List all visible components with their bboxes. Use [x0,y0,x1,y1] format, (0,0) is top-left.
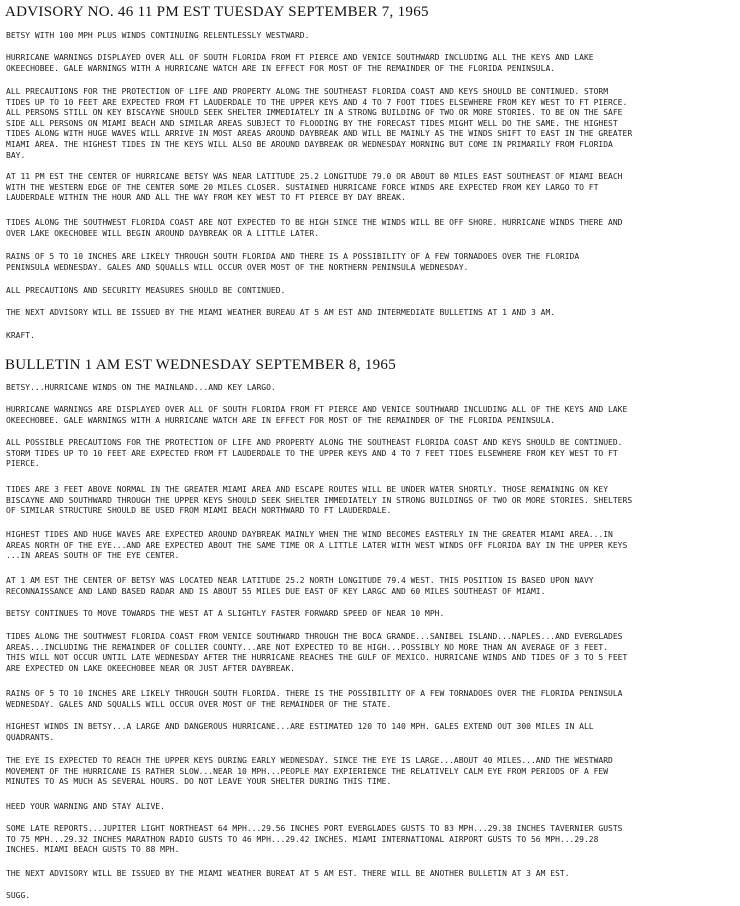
text-line: BISCAYNE AND SOUTHWARD THROUGH THE UPPER KEYS SHOULD SEEK SHELTER IMMEDIATELY IN STRONG BUILDINGS OF TWO OR MORE STORIES. SHELTERS [6,495,633,505]
text-line: TIDES ARE 3 FEET ABOVE NORMAL IN THE GREATER MIAMI AREA AND ESCAPE ROUTES WILL BE UNDER WATER SHORTLY. THOSE REMAINING ON KEY [6,485,609,494]
text-line: SOME LATE REPORTS...JUPITER LIGHT NORTHEAST 64 MPH...29.56 INCHES PORT EVERGLADES GUSTS TO 83 MPH...29.38 INCHES TAVERNIER GUSTS [6,824,623,833]
bulletin-paragraph [6,438,738,470]
text-line: AT 11 PM EST THE CENTER OF HURRICANE BETSY WAS NEAR LATITUDE 25.2 LONGITUDE 79.0 OR ABOUT 80 MILES EAST SOUTHEAST OF MIAMI BEACH [6,172,623,181]
advisory-paragraph [6,31,738,42]
text-line: TIDES UP TO 10 FEET ARE EXPECTED FROM FT LAUDERDALE TO THE UPPER KEYS AND 4 TO 7 FOOT TIDES ELSEWHERE FROM KEY WEST TO FT PIERCE. [6,97,628,107]
text-line: QUADRANTS. [6,732,55,742]
text-line: THE EYE IS EXPECTED TO REACH THE UPPER KEYS DURING EARLY WEDNESDAY. SINCE THE EYE IS LARGE...ABOUT 40 MILES...AND THE WESTWARD [6,756,613,765]
advisory-paragraph [6,308,738,319]
text-line: ALL PRECAUTIONS AND SECURITY MEASURES SHOULD BE CONTINUED. [6,286,286,295]
text-line: THE NEXT ADVISORY WILL BE ISSUED BY THE MIAMI WEATHER BUREAU AT 5 AM EST AND INTERMEDIATE BULLETINS AT 1 AND 3 AM. [6,308,556,317]
text-line: HURRICANE WARNINGS ARE DISPLAYED OVER ALL OF SOUTH FLORIDA FROM FT PIERCE AND VENICE SOUTHWARD INCLUDING ALL OF THE KEYS AND LAKE [6,405,628,414]
text-line: WITH THE WESTERN EDGE OF THE CENTER SOME 20 MILES CLOSER. SUSTAINED HURRICANE FORCE WINDS ARE EXPECTED FROM KEY LARGO TO FT [6,182,599,192]
text-line: INCHES. MIAMI BEACH GUSTS TO 88 MPH. [6,845,180,855]
advisory-paragraph [6,87,738,161]
text-line: TIDES ALONG WITH HUGE WAVES WILL ARRIVE IN MOST AREAS AROUND DAYBREAK AND WILL BE MAINLY AS THE WINDS SHIFT TO EAST IN THE GREATER [6,129,633,139]
text-line: HEED YOUR WARNING AND STAY ALIVE. [6,802,165,811]
advisory-heading: ADVISORY NO. 46 11 PM EST TUESDAY SEPTEMBER 7, 1965 [5,4,429,20]
text-line: HIGHEST TIDES AND HUGE WAVES ARE EXPECTED AROUND DAYBREAK MAINLY WHEN THE WIND BECOMES EASTERLY IN THE GREATER MIAMI AREA...IN [6,530,613,539]
bulletin-signature [6,891,738,902]
bulletin-paragraph [6,869,738,880]
bulletin-heading: BULLETIN 1 AM EST WEDNESDAY SEPTEMBER 8, 1965 [5,357,397,373]
text-line: MOVEMENT OF THE HURRICANE IS RATHER SLOW...NEAR 10 MPH...PEOPLE MAY EXPIERIENCE THE RELATIVELY CALM EYE FROM PERIODS OF A FEW [6,766,609,776]
text-line: WEDNESDAY. GALES AND SQUALLS WILL OCCUR OVER MOST OF THE REMAINDER OF THE STATE. [6,699,392,709]
text-line: ALL POSSIBLE PRECAUTIONS FOR THE PROTECTION OF LIFE AND PROPERTY ALONG THE SOUTHEAST FLORIDA COAST AND KEYS SHOULD BE CONTINUED. [6,438,623,447]
text-line: OVER LAKE OKECHOBEE WILL BEGIN AROUND DAYBREAK OR A LITTLE LATER. [6,228,320,238]
bulletin-paragraph [6,722,738,743]
bulletin-paragraph [6,609,738,620]
text-line: ...IN AREAS SOUTH OF THE EYE CENTER. [6,551,180,561]
text-line: RECONNAISSANCE AND LAND BASED RADAR AND IS ABOUT 55 MILES DUE EAST OF KEY LARGC AND 60 MILES SOUTHEAST OF MIAMI. [6,586,546,596]
text-line: MIAMI AREA. THE HIGHEST TIDES IN THE KEYS WILL ALSO BE AROUND DAYBREAK OR WEDNESDAY MORNING BUT COME IN PRIMARILY FROM FLORIDA [6,139,613,149]
bulletin-paragraph [6,689,738,710]
text-line: SIDE ALL PERSONS ON MIAMI BEACH AND SIMILAR AREAS SUBJECT TO FLOODING BY THE FORECAST TIDES MIGHT WELL DO THE SAME. THE HIGHEST [6,118,618,128]
text-line: HURRICANE WARNINGS DISPLAYED OVER ALL OF SOUTH FLORIDA FROM FT PIERCE AND VENICE SOUTHWARD INCLUDING ALL THE KEYS AND LAKE [6,53,594,62]
bulletin-paragraph [6,530,738,562]
text-line: ALL PRECAUTIONS FOR THE PROTECTION OF LIFE AND PROPERTY ALONG THE SOUTHEAST FLORIDA COAST AND KEYS SHOULD BE CONTINUED. STORM [6,87,609,96]
bulletin-paragraph [6,756,738,788]
text-line: OKEECHOBEE. GALE WARNINGS WITH A HURRICANE WATCH ARE IN EFFECT FOR MOST OF THE REMAINDER OF THE FLORIDA PENINSULA. [6,63,556,73]
text-line: OKEECHOBEE. GALE WARNINGS WITH A HURRICANE WATCH ARE IN EFFECT FOR MOST OF THE REMAINDER OF THE FLORIDA PENINSULA. [6,415,556,425]
text-line: AT 1 AM EST THE CENTER OF BETSY WAS LOCATED NEAR LATITUDE 25.2 NORTH LONGITUDE 79.4 WEST. THIS POSITION IS BASED UPON NAVY [6,576,594,585]
advisory-paragraph [6,286,738,297]
text-line: AREAS...INCLUDING THE REMAINDER OF COLLIER COUNTY...ARE NOT EXPECTED TO BE HIGH...POSSIBLY NO MORE THAN AN AVERAGE OF 3 FEET. [6,642,609,652]
bulletin-paragraph [6,383,738,394]
text-line: OF SIMILAR STRUCTURE SHOULD BE USED FROM MIAMI BEACH NORTHWARD TO FT LAUDERDALE. [6,506,392,516]
text-line: RAINS OF 5 TO 10 INCHES ARE LIKELY THROUGH SOUTH FLORIDA AND THERE IS A POSSIBILITY OF A FEW TORNADOES OVER THE FLORIDA [6,252,580,261]
text-line: BETSY WITH 100 MPH PLUS WINDS CONTINUING RELENTLESSLY WESTWARD. [6,31,310,40]
text-line: SUGG. [6,891,31,900]
advisory-paragraph [6,252,738,273]
text-line: TIDES ALONG THE SOUTHWEST FLORIDA COAST ARE NOT EXPECTED TO BE HIGH SINCE THE WINDS WILL BE OFF SHORE. HURRICANE WINDS THERE AND [6,218,623,227]
advisory-paragraph [6,218,738,239]
advisory-paragraph [6,172,738,204]
text-line: KRAFT. [6,331,35,340]
text-line: ARE EXPECTED ON LAKE OKEECHOBEE NEAR OR JUST AFTER DAYBREAK. [6,663,295,673]
bulletin-paragraph [6,632,738,674]
text-line: ALL PERSONS STILL ON KEY BISCAYNE SHOULD SEEK SHELTER IMMEDIATELY IN A STRONG BUILDING OF TWO OR MORE STORIES. TO BE ON THE SAFE [6,108,623,118]
advisory-signature [6,331,738,342]
text-line: AREAS NORTH OF THE EYE...AND ARE EXPECTED ABOUT THE SAME TIME OR A LITTLE LATER WITH WEST WINDS OFF FLORIDA BAY IN THE UPPER KEYS [6,540,628,550]
text-line: BAY. [6,150,26,160]
text-line: THE NEXT ADVISORY WILL BE ISSUED BY THE MIAMI WEATHER BUREAT AT 5 AM EST. THERE WILL BE ANOTHER BULLETIN AT 3 AM EST. [6,869,570,878]
text-line: LAUDERDALE WITHIN THE HOUR AND ALL THE WAY FROM KEY WEST TO FT PIERCE BY DAY BREAK. [6,193,406,203]
text-line: BETSY...HURRICANE WINDS ON THE MAINLAND...AND KEY LARGO. [6,383,276,392]
bulletin-paragraph [6,485,738,517]
text-line: THIS WILL NOT OCCUR UNTIL LATE WEDNESDAY AFTER THE HURRICANE REACHES THE GULF OF MEXICO. HURRICANE WINDS AND TIDES OF 3 TO 5 FEET [6,653,628,663]
bulletin-paragraph [6,405,738,426]
bulletin-paragraph [6,824,738,856]
text-line: HIGHEST WINDS IN BETSY...A LARGE AND DANGEROUS HURRICANE...ARE ESTIMATED 120 TO 140 MPH. GALES EXTEND OUT 300 MILES IN ALL [6,722,594,731]
text-line: TIDES ALONG THE SOUTHWEST FLORIDA COAST FROM VENICE SOUTHWARD THROUGH THE BOCA GRANDE...SANIBEL ISLAND...NAPLES...AND EVERGLADES [6,632,623,641]
text-line: TO 75 MPH...29.32 INCHES MARATHON RADIO GUSTS TO 46 MPH...29.42 INCHES. MIAMI INTERNATIONAL AIRPORT GUSTS TO 56 MPH...29.28 [6,834,599,844]
text-line: PENINSULA WEDNESDAY. GALES AND SQUALLS WILL OCCUR OVER MOST OF THE NORTHERN PENINSULA WEDNESDAY. [6,262,469,272]
text-line: PIERCE. [6,459,40,469]
advisory-paragraph [6,53,738,74]
bulletin-paragraph [6,802,738,813]
text-line: STORM TIDES UP TO 10 FEET ARE EXPECTED FROM FT LAUDERDALE TO THE UPPER KEYS AND 4 TO 7 FEET TIDES ELSEWHERE FROM KEY WEST TO FT [6,448,618,458]
bulletin-paragraph [6,576,738,597]
text-line: MINUTES TO AS MUCH AS SEVERAL HOURS. DO NOT LEAVE YOUR SHELTER DURING THIS TIME. [6,777,392,787]
text-line: BETSY CONTINUES TO MOVE TOWARDS THE WEST AT A SLIGHTLY FASTER FORWARD SPEED OF NEAR 10 MPH. [6,609,445,618]
text-line: RAINS OF 5 TO 10 INCHES ARE LIKELY THROUGH SOUTH FLORIDA. THERE IS THE POSSIBILITY OF A FEW TORNADOES OVER THE FLORIDA PENINSULA [6,689,623,698]
